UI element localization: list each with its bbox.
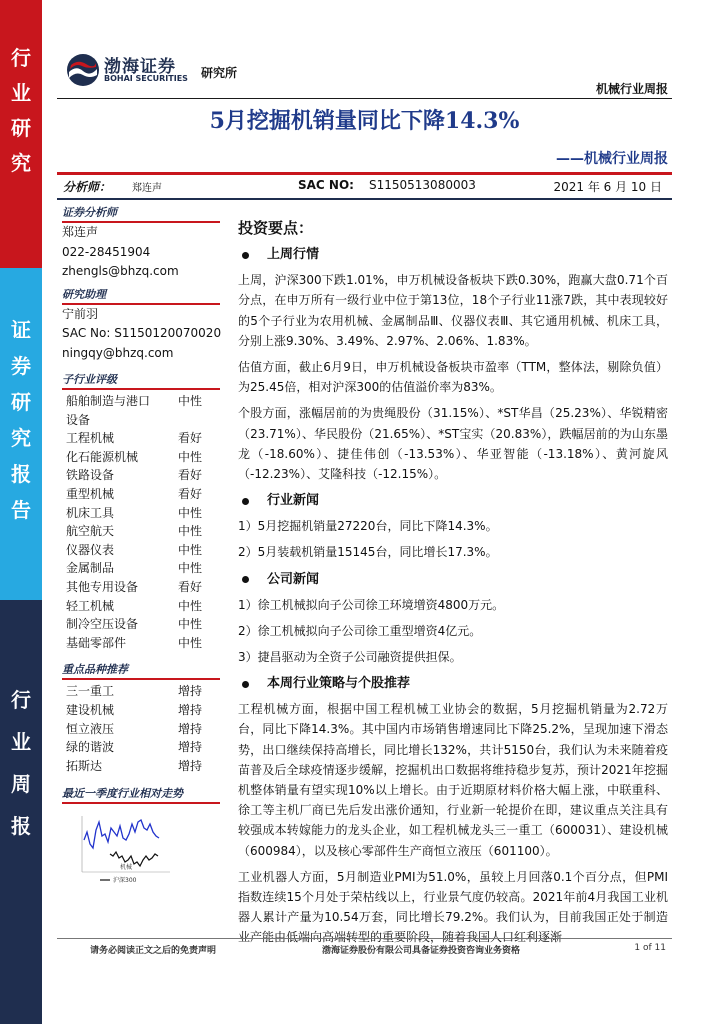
banner-industry-research xyxy=(0,0,42,268)
rating-name: 重型机械 xyxy=(66,486,115,501)
rating-value: 看好 xyxy=(178,579,203,594)
stock-rating: 增持 xyxy=(178,684,203,699)
list-item xyxy=(62,541,220,560)
chart-section-heading: 最近一季度行业相对走势 xyxy=(62,785,220,804)
rating-name: 机床工具 xyxy=(66,505,115,520)
assistant-sac: SAC No: S1150120070020 xyxy=(62,326,222,340)
banner-char: 周 xyxy=(11,772,31,796)
banner-weekly-report xyxy=(0,600,42,1024)
section-title: 本周行业策略与个股推荐 xyxy=(267,676,411,692)
stock-rating: 增持 xyxy=(178,721,203,736)
page-title: 5月挖掘机销量同比下降14.3% xyxy=(209,108,520,134)
banner-char: 行 xyxy=(11,46,31,70)
banner-char: 券 xyxy=(11,354,31,378)
list-item xyxy=(62,682,220,701)
list-item xyxy=(62,448,220,467)
list-item xyxy=(62,738,220,757)
rating-value: 中性 xyxy=(178,635,203,650)
banner-char: 行 xyxy=(11,688,31,712)
paragraph: 工程机械方面，根据中国工程机械工业协会的数据，5月挖掘机销量为2.72万台，同比下降14.3%。其中国内市场销售增速同比下降25.2%，呈现加速下滑态势，出口继续保持高增长，同比增长132%，共计5150台，我们认为未来随着疫苗普及后全球疫情逐步缓解，挖掘机出口数据将维持稳步复苏，预计2021年挖掘机整体销量有望实现10%以上增长。由于近期原材料价格大幅上涨，中联重科、徐工等主机厂商已先后发出涨价通知，行业新一轮提价在即，建议重点关注具有较强成本转嫁能力的龙头企业，如工程机械龙头三一重工（600031）、建设机械（600984），以及核心零部件生产商恒立液压（601100）。 xyxy=(238,702,668,858)
list-item xyxy=(62,578,220,597)
banner-char: 研 xyxy=(11,390,31,414)
rating-name: 设备 xyxy=(66,412,91,427)
section-title: 公司新闻 xyxy=(267,571,320,587)
stock-name: 三一重工 xyxy=(66,684,115,699)
rating-name: 制冷空压设备 xyxy=(66,617,139,632)
rating-value: 中性 xyxy=(178,524,203,539)
assistant-section-heading: 研究助理 xyxy=(62,286,220,305)
title-divider xyxy=(57,172,672,175)
rating-name: 其他专用设备 xyxy=(66,579,139,594)
section-heading-strategy xyxy=(238,673,668,695)
news-item: 2）徐工机械拟向子公司徐工重型增资4亿元。 xyxy=(238,623,482,638)
rating-name: 航空航天 xyxy=(66,524,115,539)
section-heading-market xyxy=(238,244,668,266)
assistant-email[interactable]: ningqy@bhzq.com xyxy=(62,345,174,360)
rating-name: 基础零部件 xyxy=(66,635,127,650)
rating-value: 中性 xyxy=(178,617,203,632)
analyst-label: 分析师： xyxy=(63,180,112,194)
rating-value: 看好 xyxy=(178,486,203,501)
banner-char: 报 xyxy=(11,814,31,838)
ratings-list xyxy=(62,392,220,652)
banner-securities-report xyxy=(0,268,42,600)
rating-value: 中性 xyxy=(178,561,203,576)
banner-char: 究 xyxy=(11,426,31,450)
relative-trend-chart xyxy=(70,810,180,888)
analyst-name: 郑连声 xyxy=(62,225,99,239)
chart-line-hs300 xyxy=(110,852,158,866)
main-content xyxy=(238,218,668,954)
news-item: 3）捷昌驱动为全资子公司融资提供担保。 xyxy=(238,650,462,665)
chart-inner-label: 机械 xyxy=(120,864,133,872)
logo-text: 渤海证券 xyxy=(104,57,176,77)
rating-name: 铁路设备 xyxy=(66,468,115,483)
chart-legend-hs300: 沪深300 xyxy=(113,877,137,885)
footer-divider xyxy=(57,938,672,939)
rating-value: 中性 xyxy=(178,542,203,557)
list-item xyxy=(62,466,220,485)
bohai-logo-icon xyxy=(66,53,100,87)
rating-value: 看好 xyxy=(178,431,203,446)
header-divider xyxy=(57,98,672,99)
ratings-section-heading: 子行业评级 xyxy=(62,371,220,390)
rating-value: 看好 xyxy=(178,468,203,483)
list-item xyxy=(62,757,220,776)
list-item xyxy=(62,485,220,504)
rating-name: 轻工机械 xyxy=(66,598,115,613)
list-item xyxy=(62,634,220,653)
list-item xyxy=(62,522,220,541)
list-item xyxy=(62,559,220,578)
rating-value: 中性 xyxy=(178,394,203,408)
trend-chart-svg xyxy=(70,810,180,888)
list-item xyxy=(62,429,220,448)
analyst-section-heading: 证券分析师 xyxy=(62,204,220,223)
section-title: 行业新闻 xyxy=(267,493,320,509)
chart-line-industry xyxy=(84,820,159,848)
stocks-list xyxy=(62,682,220,775)
section-title: 上周行情 xyxy=(267,247,320,263)
stock-name: 建设机械 xyxy=(66,702,115,717)
disclaimer-notice[interactable]: 请务必阅读正文之后的免责声明 xyxy=(90,946,217,956)
report-date: 2021 年 6 月 10 日 xyxy=(553,180,662,194)
section-heading-company-news xyxy=(238,569,668,591)
list-item xyxy=(62,504,220,523)
bullet-icon xyxy=(242,681,249,688)
logo-english-text: BOHAI SECURITIES xyxy=(104,74,188,83)
analyst-name: 郑连声 xyxy=(132,183,162,194)
analyst-email[interactable]: zhengls@bhzq.com xyxy=(62,264,179,278)
rating-name: 仪器仪表 xyxy=(66,542,115,557)
stock-rating: 增持 xyxy=(178,702,203,717)
stock-rating: 增持 xyxy=(178,758,203,773)
news-item: 1）5月挖掘机销量27220台，同比下降14.3%。 xyxy=(238,519,498,534)
rating-value: 中性 xyxy=(178,505,203,520)
bullet-icon xyxy=(242,498,249,505)
qualification-notice: 渤海证券股份有限公司具备证券投资咨询业务资格 xyxy=(322,946,521,956)
sidebar xyxy=(62,200,220,888)
bullet-icon xyxy=(242,252,249,259)
list-item xyxy=(62,701,220,720)
page-subtitle: ——机械行业周报 xyxy=(556,151,668,167)
paragraph: 上周，沪深300下跌1.01%，申万机械设备板块下跌0.30%，跑赢大盘0.71个百分点，在申万所有一级行业中位于第13位，18个子行业11涨7跌，其中表现较好的5个子行业为农用机械、金属制品Ⅲ、仪器仪表Ⅲ、其它通用机械、机床工具，分别上涨9.30%、3.49%、2.97%、2.06%、1.83%。 xyxy=(238,273,668,348)
rating-value: 中性 xyxy=(178,598,203,613)
sac-label: SAC NO: xyxy=(298,178,354,192)
rating-name: 金属制品 xyxy=(66,561,115,576)
rating-value xyxy=(178,411,214,430)
analyst-bar xyxy=(57,176,672,196)
list-item xyxy=(62,392,220,411)
stock-name: 拓斯达 xyxy=(66,758,103,773)
news-item: 1）徐工机械拟向子公司徐工环境增资4800万元。 xyxy=(238,597,505,612)
list-item xyxy=(62,720,220,739)
stock-name: 绿的谐波 xyxy=(66,740,115,755)
rating-name: 船舶制造与港口 xyxy=(66,394,151,408)
banner-char: 证 xyxy=(11,318,31,342)
paragraph: 个股方面，涨幅居前的为贵绳股份（31.15%）、*ST华昌（25.23%）、华锐精密（23.71%）、华民股份（21.65%）、*ST宝实（20.83%），跌幅居前的为山东墨龙（-18.60%）、捷佳伟创（-13.53%）、华亚智能（-13.18%）、黄河旋风（-12.23%）、艾隆科技（-12.15%）。 xyxy=(238,406,668,482)
bullet-icon xyxy=(242,576,249,583)
stock-name: 恒立液压 xyxy=(66,721,115,736)
sac-number: S1150513080003 xyxy=(369,178,476,192)
paragraph: 估值方面，截止6月9日，申万机械设备板块市盈率（TTM，整体法，剔除负值）为25.45倍，相对沪深300的估值溢价率为83%。 xyxy=(238,360,668,395)
banner-char: 告 xyxy=(11,498,31,522)
list-item xyxy=(62,597,220,616)
list-item xyxy=(62,411,220,430)
institute-label: 研究所 xyxy=(201,66,238,80)
report-type: 机械行业周报 xyxy=(595,82,668,96)
assistant-name: 宁前羽 xyxy=(62,306,99,321)
banner-char: 报 xyxy=(11,462,31,486)
paragraph: 工业机器人方面，5月制造业PMI为51.0%，虽较上月回落0.1个百分点，但PMI指数连续15个月处于荣枯线以上，行业景气度仍较高。2021年前4月我国工业机器人累计产量为10.54万套，同比增长79.2%。我们认为，目前我国正处于制造业产能由低端向高端转型的重要阶段，随着我国人口红利逐渐 xyxy=(238,869,668,945)
news-item: 2）5月装载机销量15145台，同比增长17.3%。 xyxy=(238,545,498,560)
banner-char: 业 xyxy=(11,730,31,754)
rating-value: 中性 xyxy=(178,449,203,464)
banner-char: 业 xyxy=(11,81,31,105)
banner-char: 究 xyxy=(11,151,31,175)
stocks-section-heading: 重点品种推荐 xyxy=(62,661,220,680)
rating-name: 化石能源机械 xyxy=(66,449,139,464)
page-number: 1 of 11 xyxy=(634,943,666,953)
rating-name: 工程机械 xyxy=(66,431,115,446)
banner-char: 研 xyxy=(11,116,31,140)
analyst-phone: 022-28451904 xyxy=(62,244,151,259)
section-heading-industry-news xyxy=(238,490,668,512)
investment-highlights-heading: 投资要点： xyxy=(238,219,314,237)
stock-rating: 增持 xyxy=(178,740,203,755)
list-item xyxy=(62,615,220,634)
